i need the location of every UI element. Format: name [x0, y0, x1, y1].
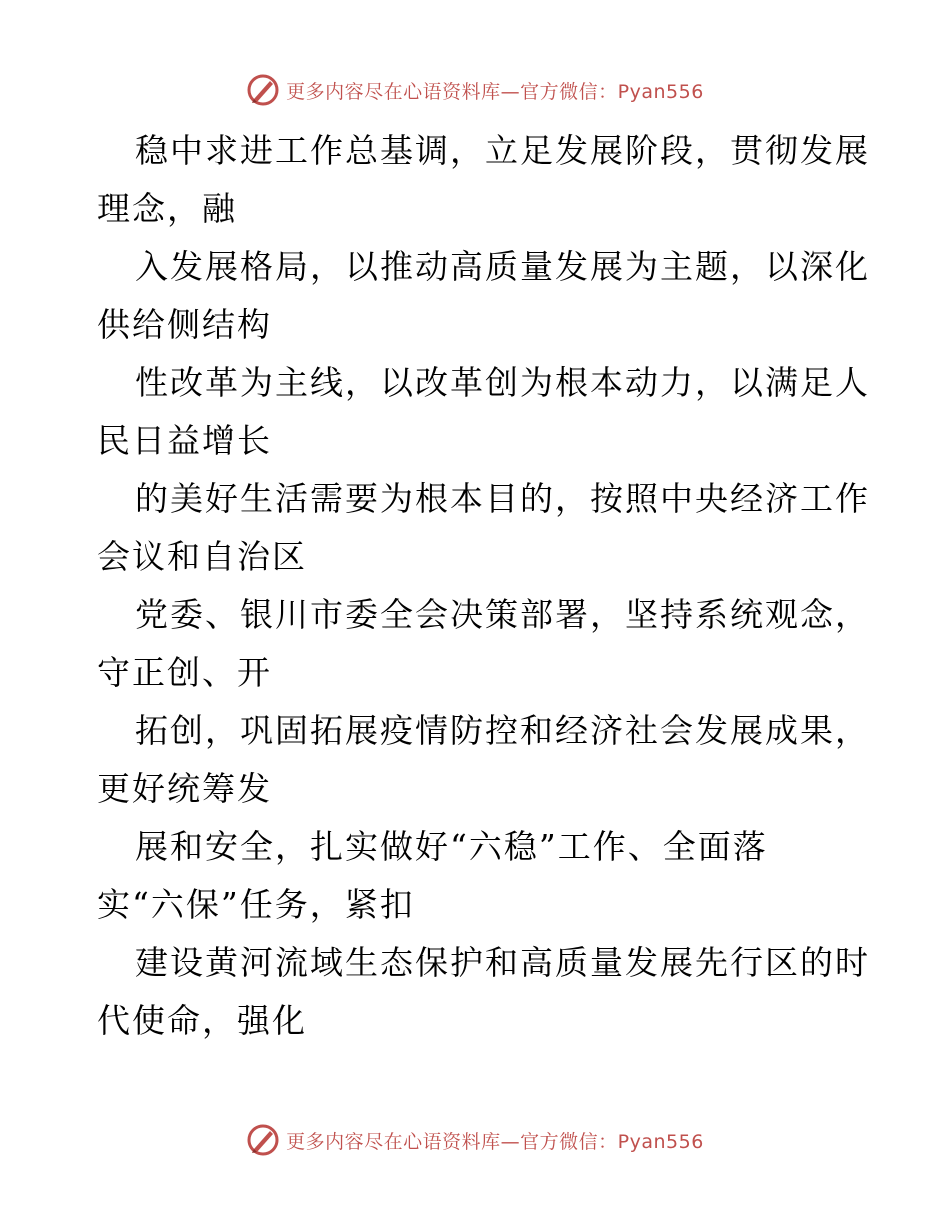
footer-watermark [0, 1120, 950, 1160]
paragraph-3 [97, 354, 870, 470]
paragraph-line: 守正创、开 [97, 653, 272, 692]
paragraph-6 [97, 702, 870, 818]
paragraph-line: 更好统筹发 [97, 769, 272, 808]
paragraph-line: 稳中求进工作总基调，立足发展阶段，贯彻发展 [135, 131, 870, 170]
paragraph-line: 入发展格局，以推动高质量发展为主题，以深化 [135, 247, 870, 286]
paragraph-line: 建设黄河流域生态保护和高质量发展先行区的时 [135, 943, 870, 982]
paragraph-2 [97, 238, 870, 354]
paragraph-line: 会议和自治区 [97, 537, 307, 576]
paragraph-line: 的美好生活需要为根本目的，按照中央经济工作 [135, 479, 870, 518]
paragraph-1 [97, 122, 870, 238]
paragraph-line: 实“六保”任务，紧扣 [97, 885, 415, 924]
document-body [97, 122, 870, 1050]
pen-seal-icon [246, 1123, 280, 1157]
paragraph-4 [97, 470, 870, 586]
paragraph-line: 展和安全，扎实做好“六稳”工作、全面落 [135, 827, 768, 866]
pen-seal-icon [246, 73, 280, 107]
paragraph-7 [97, 818, 857, 934]
paragraph-line: 性改革为主线，以改革创为根本动力，以满足人 [135, 363, 870, 402]
paragraph-line: 理念，融 [97, 189, 237, 228]
paragraph-line: 供给侧结构 [97, 305, 272, 344]
watermark-text: 更多内容尽在心语资料库—官方微信：Pyan556 [286, 1130, 704, 1153]
header-watermark [0, 70, 950, 110]
paragraph-line: 民日益增长 [97, 421, 272, 460]
paragraph-8 [97, 934, 870, 1050]
paragraph-5 [97, 586, 870, 702]
watermark-text: 更多内容尽在心语资料库—官方微信：Pyan556 [286, 80, 704, 103]
paragraph-line: 党委、银川市委全会决策部署，坚持系统观念， [135, 595, 870, 634]
paragraph-line: 拓创，巩固拓展疫情防控和经济社会发展成果， [135, 711, 870, 750]
paragraph-line: 代使命，强化 [97, 1001, 307, 1040]
